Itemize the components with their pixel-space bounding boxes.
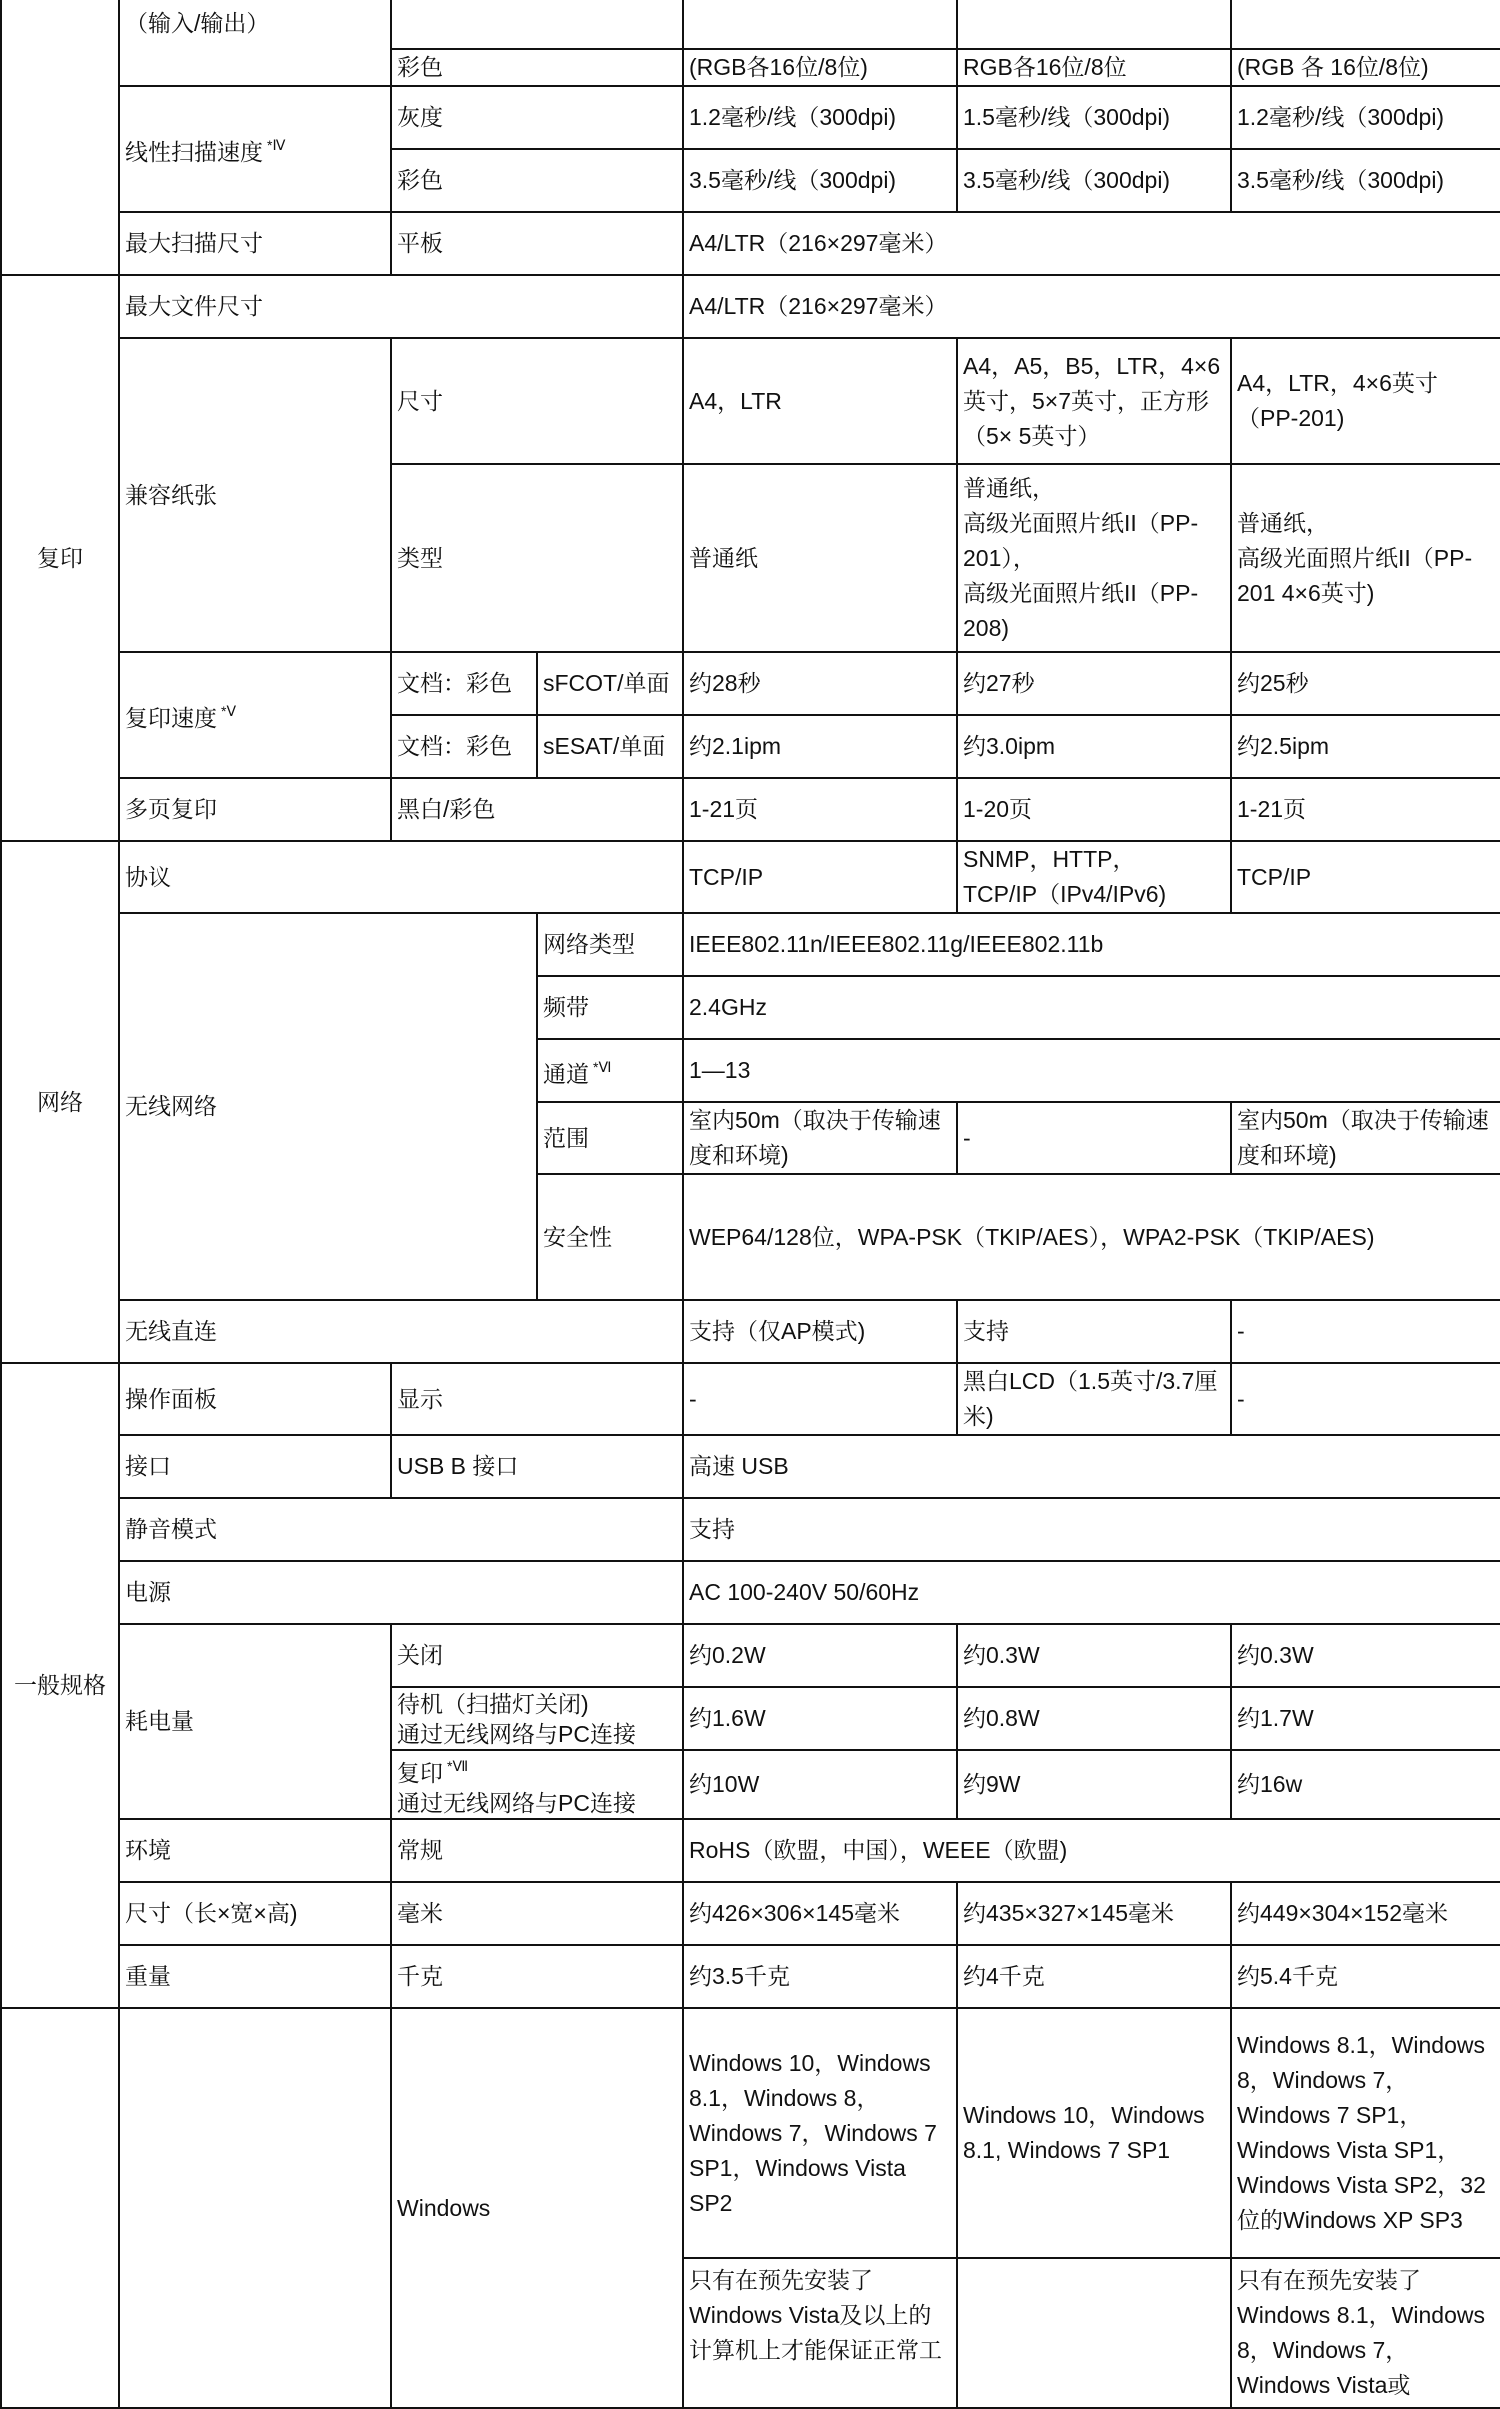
- display-value: -: [683, 1363, 957, 1435]
- protocol-value: SNMP，HTTP， TCP/IP（IPv4/IPv6): [957, 841, 1231, 913]
- environment-label: 环境: [119, 1819, 391, 1882]
- color-speed-value: 3.5毫秒/线（300dpi): [1231, 149, 1500, 212]
- standby-label: 待机（扫描灯关闭) 通过无线网络与PC连接: [391, 1687, 683, 1750]
- color-label: 彩色: [391, 149, 683, 212]
- windows-supported-value: Windows 8.1，Windows 8，Windows 7，Windows 7 SP1，Windows Vista SP1，Windows Vista SP2，32位的Windows XP SP3: [1231, 2008, 1500, 2258]
- kg-label: 千克: [391, 1945, 683, 2008]
- footnote-mark: *Ⅴ: [221, 703, 237, 719]
- paper-size-value: A4，LTR: [683, 338, 957, 464]
- scan-io-gray-cell: [391, 0, 683, 49]
- scan-category-cell: [1, 0, 119, 275]
- scan-io-gray-value: [1231, 0, 1500, 49]
- compatible-paper-label: 兼容纸张: [119, 338, 391, 652]
- display-value: 黑白LCD（1.5英寸/3.7厘米): [957, 1363, 1231, 1435]
- multi-copy-value: 1-21页: [683, 778, 957, 841]
- max-scan-size-value: A4/LTR（216×297毫米）: [683, 212, 1500, 275]
- max-file-size-value: A4/LTR（216×297毫米）: [683, 275, 1500, 338]
- windows-supported-value: Windows 10，Windows 8.1, Windows 7 SP1: [957, 2008, 1231, 2258]
- color-speed-value: 3.5毫秒/线（300dpi): [683, 149, 957, 212]
- footnote-mark: *Ⅳ: [267, 137, 286, 153]
- scan-io-color-label: 彩色: [391, 49, 683, 86]
- operation-panel-label: 操作面板: [119, 1363, 391, 1435]
- band-label: 频带: [537, 976, 683, 1039]
- protocol-value: TCP/IP: [1231, 841, 1500, 913]
- sesat-value: 约2.1ipm: [683, 715, 957, 778]
- power-value: AC 100-240V 50/60Hz: [683, 1561, 1500, 1624]
- weight-value: 约3.5千克: [683, 1945, 957, 2008]
- sfcot-label: sFCOT/单面: [537, 652, 683, 715]
- label-text: 通道: [543, 1060, 589, 1087]
- label-text: 复印: [397, 1760, 443, 1786]
- general-sub-label: 常规: [391, 1819, 683, 1882]
- standby-value: 约0.8W: [957, 1687, 1231, 1750]
- footnote-mark: *Ⅵ: [593, 1058, 612, 1075]
- standby-value: 约1.7W: [1231, 1687, 1500, 1750]
- label-text: 线性扫描速度: [125, 139, 263, 165]
- scan-io-color-value: RGB各16位/8位: [957, 49, 1231, 86]
- power-consumption-label: 耗电量: [119, 1624, 391, 1819]
- channel-label: [537, 1039, 683, 1102]
- copy-category: 复印: [1, 275, 119, 841]
- range-value: -: [957, 1102, 1231, 1174]
- off-value: 约0.3W: [1231, 1624, 1500, 1687]
- quiet-mode-label: 静音模式: [119, 1498, 683, 1561]
- multi-copy-value: 1-21页: [1231, 778, 1500, 841]
- paper-type-value: 普通纸: [683, 464, 957, 652]
- wireless-direct-label: 无线直连: [119, 1300, 683, 1363]
- color-speed-value: 3.5毫秒/线（300dpi): [957, 149, 1231, 212]
- windows-note-value: [957, 2258, 1231, 2408]
- off-value: 约0.2W: [683, 1624, 957, 1687]
- weight-label: 重量: [119, 1945, 391, 2008]
- security-label: 安全性: [537, 1174, 683, 1300]
- range-label: 范围: [537, 1102, 683, 1174]
- wireless-direct-value: 支持: [957, 1300, 1231, 1363]
- gray-speed-value: 1.5毫秒/线（300dpi): [957, 86, 1231, 149]
- wireless-network-label: 无线网络: [119, 913, 537, 1300]
- scan-io-color-value: (RGB 各 16位/8位): [1231, 49, 1500, 86]
- sfcot-value: 约25秒: [1231, 652, 1500, 715]
- dimensions-value: 约426×306×145毫米: [683, 1882, 957, 1945]
- scan-io-color-value: (RGB各16位/8位): [683, 49, 957, 86]
- weight-value: 约5.4千克: [1231, 1945, 1500, 2008]
- weight-value: 约4千克: [957, 1945, 1231, 2008]
- interface-label: 接口: [119, 1435, 391, 1498]
- windows-note-value: 只有在预先安装了Windows 8.1，Windows 8，Windows 7，Windows Vista或: [1231, 2258, 1500, 2408]
- dimensions-label: 尺寸（长×宽×高): [119, 1882, 391, 1945]
- doc-color-label: 文档：彩色: [391, 652, 537, 715]
- security-value: WEP64/128位，WPA-PSK（TKIP/AES），WPA2-PSK（TKIP/AES): [683, 1174, 1500, 1300]
- sesat-value: 约2.5ipm: [1231, 715, 1500, 778]
- scan-io-label: （输入/输出）: [119, 0, 391, 86]
- os-sub-category-cell: [119, 2008, 391, 2408]
- windows-label: Windows: [391, 2008, 683, 2408]
- os-category-cell: [1, 2008, 119, 2408]
- gray-speed-value: 1.2毫秒/线（300dpi): [683, 86, 957, 149]
- copy-power-label: [391, 1750, 683, 1819]
- paper-type-value: 普通纸， 高级光面照片纸II（PP-201）， 高级光面照片纸II（PP-208): [957, 464, 1231, 652]
- network-category: 网络: [1, 841, 119, 1363]
- network-type-value: IEEE802.11n/IEEE802.11g/IEEE802.11b: [683, 913, 1500, 976]
- dimensions-value: 约449×304×152毫米: [1231, 1882, 1500, 1945]
- sfcot-value: 约27秒: [957, 652, 1231, 715]
- footnote-mark: *Ⅶ: [447, 1758, 469, 1774]
- wireless-direct-value: 支持（仅AP模式): [683, 1300, 957, 1363]
- off-value: 约0.3W: [957, 1624, 1231, 1687]
- label-text: 复印速度: [125, 705, 217, 731]
- quiet-mode-value: 支持: [683, 1498, 1500, 1561]
- wireless-direct-value: -: [1231, 1300, 1500, 1363]
- usb-b-label: USB B 接口: [391, 1435, 683, 1498]
- mm-label: 毫米: [391, 1882, 683, 1945]
- dimensions-value: 约435×327×145毫米: [957, 1882, 1231, 1945]
- multi-copy-label: 多页复印: [119, 778, 391, 841]
- protocol-label: 协议: [119, 841, 683, 913]
- scan-io-gray-value: [957, 0, 1231, 49]
- copy-power-value: 约16w: [1231, 1750, 1500, 1819]
- linear-scan-speed-label: [119, 86, 391, 212]
- paper-type-label: 类型: [391, 464, 683, 652]
- range-value: 室内50m（取决于传输速度和环境): [683, 1102, 957, 1174]
- channel-value: 1—13: [683, 1039, 1500, 1102]
- multi-copy-value: 1-20页: [957, 778, 1231, 841]
- display-value: -: [1231, 1363, 1500, 1435]
- sesat-label: sESAT/单面: [537, 715, 683, 778]
- copy-speed-label: [119, 652, 391, 778]
- range-value: 室内50m（取决于传输速度和环境): [1231, 1102, 1500, 1174]
- paper-type-value: 普通纸， 高级光面照片纸II（PP-201 4×6英寸): [1231, 464, 1500, 652]
- band-value: 2.4GHz: [683, 976, 1500, 1039]
- bw-color-label: 黑白/彩色: [391, 778, 683, 841]
- general-category: 一般规格: [1, 1363, 119, 2008]
- windows-supported-value: Windows 10，Windows 8.1，Windows 8，Windows 7，Windows 7 SP1，Windows Vista SP2: [683, 2008, 957, 2258]
- standby-value: 约1.6W: [683, 1687, 957, 1750]
- gray-label: 灰度: [391, 86, 683, 149]
- environment-value: RoHS（欧盟，中国），WEEE（欧盟): [683, 1819, 1500, 1882]
- protocol-value: TCP/IP: [683, 841, 957, 913]
- interface-value: 高速 USB: [683, 1435, 1500, 1498]
- scan-io-gray-value: [683, 0, 957, 49]
- network-type-label: 网络类型: [537, 913, 683, 976]
- display-label: 显示: [391, 1363, 683, 1435]
- max-file-size-label: 最大文件尺寸: [119, 275, 683, 338]
- paper-size-label: 尺寸: [391, 338, 683, 464]
- flatbed-label: 平板: [391, 212, 683, 275]
- copy-power-value: 约10W: [683, 1750, 957, 1819]
- off-label: 关闭: [391, 1624, 683, 1687]
- windows-note-value: 只有在预先安装了Windows Vista及以上的计算机上才能保证正常工: [683, 2258, 957, 2408]
- max-scan-size-label: 最大扫描尺寸: [119, 212, 391, 275]
- sfcot-value: 约28秒: [683, 652, 957, 715]
- power-label: 电源: [119, 1561, 683, 1624]
- copy-power-value: 约9W: [957, 1750, 1231, 1819]
- paper-size-value: A4，A5，B5，LTR，4×6英寸，5×7英寸，正方形（5× 5英寸）: [957, 338, 1231, 464]
- doc-color-label: 文档：彩色: [391, 715, 537, 778]
- sesat-value: 约3.0ipm: [957, 715, 1231, 778]
- paper-size-value: A4，LTR，4×6英寸（PP-201): [1231, 338, 1500, 464]
- label-text: 通过无线网络与PC连接: [397, 1790, 636, 1816]
- gray-speed-value: 1.2毫秒/线（300dpi): [1231, 86, 1500, 149]
